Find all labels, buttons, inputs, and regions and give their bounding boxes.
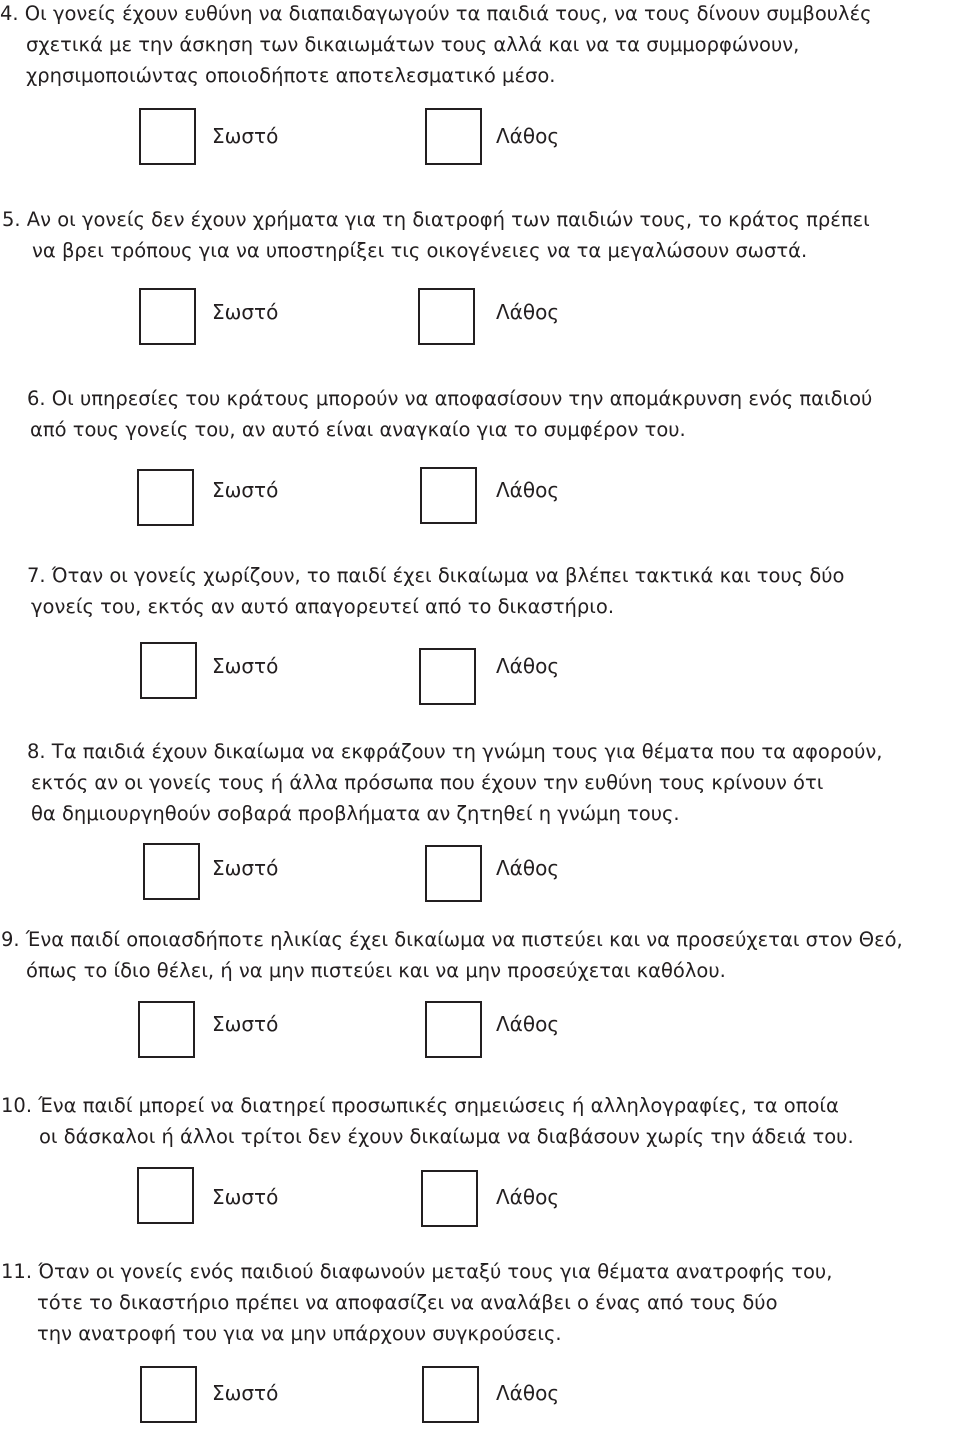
false-label: Λάθος xyxy=(496,856,560,880)
question-line: 6. Οι υπηρεσίες του κράτους μπορούν να αποφασίσουν την απομάκρυνση ενός παιδιού xyxy=(27,387,873,410)
false-checkbox[interactable] xyxy=(418,288,475,345)
false-label: Λάθος xyxy=(496,1012,560,1036)
question-line: από τους γονείς του, αν αυτό είναι αναγκαίο για το συμφέρον του. xyxy=(30,418,686,441)
true-checkbox[interactable] xyxy=(140,1366,197,1423)
false-checkbox[interactable] xyxy=(425,108,482,165)
false-checkbox[interactable] xyxy=(422,1366,479,1423)
true-checkbox[interactable] xyxy=(139,108,196,165)
question-9 xyxy=(1,924,903,986)
true-label: Σωστό xyxy=(212,1185,279,1209)
false-label: Λάθος xyxy=(496,1381,560,1405)
true-label: Σωστό xyxy=(212,856,279,880)
true-label: Σωστό xyxy=(212,300,279,324)
question-line: 5. Αν οι γονείς δεν έχουν χρήματα για τη διατροφή των παιδιών τους, το κράτος πρέπει xyxy=(2,208,870,231)
true-checkbox[interactable] xyxy=(139,288,196,345)
question-line: σχετικά με την άσκηση των δικαιωμάτων τους αλλά και να τα συμμορφώνουν, xyxy=(26,33,800,56)
question-line: 4. Οι γονείς έχουν ευθύνη να διαπαιδαγωγούν τα παιδιά τους, να τους δίνουν συμβουλές xyxy=(0,2,872,25)
false-label: Λάθος xyxy=(496,300,560,324)
question-line: θα δημιουργηθούν σοβαρά προβλήματα αν ζητηθεί η γνώμη τους. xyxy=(31,802,680,825)
question-7 xyxy=(27,560,844,622)
false-checkbox[interactable] xyxy=(425,1001,482,1058)
true-label: Σωστό xyxy=(212,478,279,502)
true-label: Σωστό xyxy=(212,1381,279,1405)
question-8 xyxy=(27,736,883,829)
true-label: Σωστό xyxy=(212,1012,279,1036)
false-checkbox[interactable] xyxy=(419,648,476,705)
question-11 xyxy=(1,1256,832,1349)
question-line: την ανατροφή του για να μην υπάρχουν συγκρούσεις. xyxy=(37,1322,562,1345)
false-checkbox[interactable] xyxy=(421,1170,478,1227)
true-label: Σωστό xyxy=(212,654,279,678)
true-checkbox[interactable] xyxy=(138,1001,195,1058)
true-checkbox[interactable] xyxy=(143,843,200,900)
question-line: 8. Τα παιδιά έχουν δικαίωμα να εκφράζουν τη γνώμη τους για θέματα που τα αφορούν, xyxy=(27,740,883,763)
question-line: 11. Όταν οι γονείς ενός παιδιού διαφωνούν μεταξύ τους για θέματα ανατροφής του, xyxy=(1,1260,833,1283)
question-line: χρησιμοποιώντας οποιοδήποτε αποτελεσματικό μέσο. xyxy=(26,64,556,87)
true-checkbox[interactable] xyxy=(140,642,197,699)
question-5 xyxy=(2,204,870,266)
question-line: 9. Ένα παιδί οποιασδήποτε ηλικίας έχει δικαίωμα να πιστεύει και να προσεύχεται στον Θεό, xyxy=(1,928,903,951)
question-6 xyxy=(27,383,872,445)
question-10 xyxy=(1,1090,854,1152)
false-checkbox[interactable] xyxy=(425,845,482,902)
false-label: Λάθος xyxy=(496,1185,560,1209)
false-label: Λάθος xyxy=(496,478,560,502)
false-label: Λάθος xyxy=(496,654,560,678)
true-label: Σωστό xyxy=(212,124,279,148)
question-line: 10. Ένα παιδί μπορεί να διατηρεί προσωπικές σημειώσεις ή αλληλογραφίες, τα οποία xyxy=(1,1094,839,1117)
false-checkbox[interactable] xyxy=(420,467,477,524)
true-checkbox[interactable] xyxy=(137,469,194,526)
question-line: να βρει τρόπους για να υποστηρίξει τις οικογένειες να τα μεγαλώσουν σωστά. xyxy=(32,239,808,262)
false-label: Λάθος xyxy=(496,124,560,148)
question-4 xyxy=(0,0,872,91)
question-line: οι δάσκαλοι ή άλλοι τρίτοι δεν έχουν δικαίωμα να διαβάσουν χωρίς την άδειά του. xyxy=(39,1125,854,1148)
true-checkbox[interactable] xyxy=(137,1167,194,1224)
question-line: τότε το δικαστήριο πρέπει να αποφασίζει να αναλάβει ο ένας από τους δύο xyxy=(37,1291,778,1314)
question-line: εκτός αν οι γονείς τους ή άλλα πρόσωπα που έχουν την ευθύνη τους κρίνουν ότι xyxy=(31,771,824,794)
question-line: 7. Όταν οι γονείς χωρίζουν, το παιδί έχει δικαίωμα να βλέπει τακτικά και τους δύο xyxy=(27,564,845,587)
question-line: γονείς του, εκτός αν αυτό απαγορευτεί από το δικαστήριο. xyxy=(31,595,615,618)
question-line: όπως το ίδιο θέλει, ή να μην πιστεύει και να μην προσεύχεται καθόλου. xyxy=(26,959,726,982)
